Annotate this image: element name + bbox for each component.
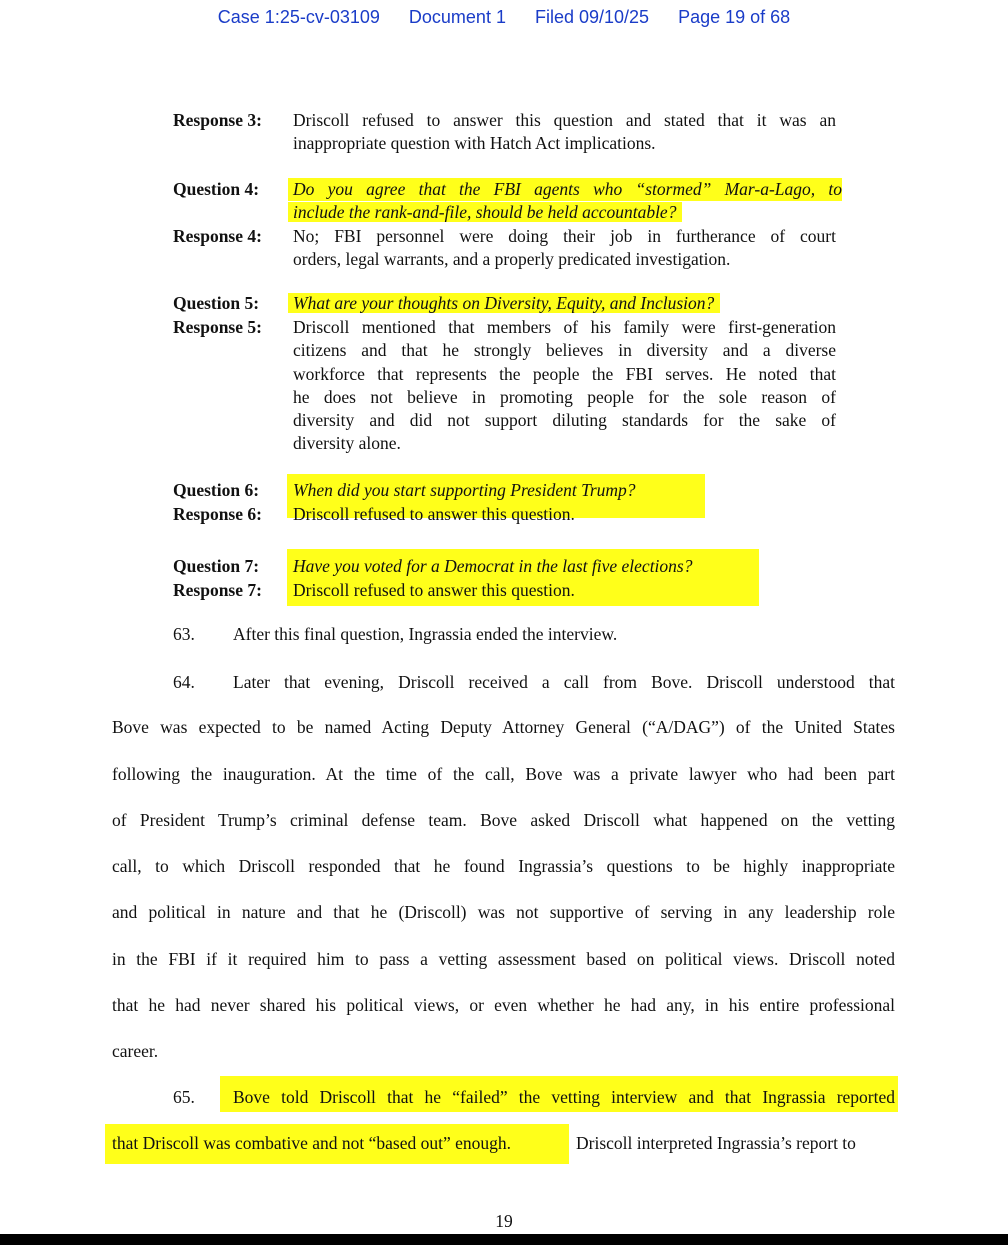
qa-line: diversity alone. (293, 433, 401, 454)
qa-label: Question 4: (173, 179, 260, 199)
qa-line: he does not believe in promoting people for the sole reason of (293, 386, 836, 407)
highlighted-text: What are your thoughts on Diversity, Equity, and Inclusion? (288, 293, 720, 313)
qa-label: Question 5: (173, 293, 260, 313)
case-number: Case 1:25-cv-03109 (217, 7, 380, 27)
qa-label: Question 6: (173, 480, 260, 500)
paragraph-65-first-line: Bove told Driscoll that he “failed” the vetting interview and that Ingrassia reported (233, 1087, 895, 1107)
qa-line: diversity and did not support diluting standards for the sake of (293, 410, 836, 431)
qa-text (293, 316, 836, 456)
paragraph-64-line: call, to which Driscoll responded that he found Ingrassia’s questions to be highly inappropriate (112, 856, 895, 876)
paragraph-64-line: Bove was expected to be named Acting Deputy Attorney General (“A/DAG”) of the United States (112, 717, 895, 737)
qa-line: inappropriate question with Hatch Act implications. (293, 133, 656, 154)
paragraph-64-line: in the FBI if it required him to pass a vetting assessment based on political views. Driscoll noted (112, 949, 895, 969)
qa-line: citizens and that he strongly believes in diversity and a diverse (293, 340, 836, 361)
qa-text: When did you start supporting President Trump? (293, 480, 636, 500)
highlighted-text: Do you agree that the FBI agents who “stormed” Mar-a-Lago, to (288, 178, 842, 201)
page-number: 19 (495, 1211, 513, 1231)
qa-text (293, 178, 842, 225)
paragraph-64-line: career. (112, 1041, 159, 1061)
paragraph-65-highlighted: that Driscoll was combative and not “based out” enough. (112, 1133, 511, 1153)
paragraph-63-text: After this final question, Ingrassia ended the interview. (233, 624, 618, 644)
paragraph-64-first-line: Later that evening, Driscoll received a call from Bove. Driscoll understood that (233, 672, 895, 692)
qa-line: orders, legal warrants, and a properly predicated investigation. (293, 249, 731, 270)
qa-label: Response 3: (173, 110, 262, 130)
filed-date: Filed 09/10/25 (534, 7, 650, 27)
case-header (0, 7, 1008, 28)
qa-label: Response 4: (173, 226, 262, 246)
paragraph-number: 65. (173, 1087, 195, 1107)
page-of: Page 19 of 68 (678, 7, 791, 27)
qa-line: Driscoll refused to answer this question and stated that it was an (293, 110, 836, 130)
paragraph-64-line: of President Trump’s criminal defense team. Bove asked Driscoll what happened on the vetting (112, 810, 895, 830)
paragraph-number: 63. (173, 624, 195, 644)
qa-label: Response 6: (173, 504, 262, 524)
bottom-bar (0, 1234, 1008, 1245)
qa-text: Driscoll refused to answer this question. (293, 504, 575, 524)
paragraph-number: 64. (173, 672, 195, 692)
qa-label: Question 7: (173, 556, 260, 576)
highlighted-text: include the rank-and-file, should be held accountable? (288, 202, 682, 222)
qa-line (293, 178, 842, 201)
paragraph-64-line: following the inauguration. At the time of the call, Bove was a private lawyer who had been part (112, 764, 895, 784)
document-number: Document 1 (408, 7, 506, 27)
qa-text (293, 225, 836, 272)
qa-line: No; FBI personnel were doing their job in furtherance of court (293, 226, 836, 246)
qa-line (293, 201, 836, 224)
qa-label: Response 5: (173, 317, 262, 337)
paragraph-64-line: that he had never shared his political views, or even whether he had any, in his entire professional (112, 995, 895, 1015)
qa-text: Have you voted for a Democrat in the last five elections? (293, 556, 693, 576)
qa-line: Driscoll mentioned that members of his family were first-generation (293, 317, 836, 337)
qa-text: Driscoll refused to answer this question. (293, 580, 575, 600)
qa-label: Response 7: (173, 580, 262, 600)
paragraph-64-line: and political in nature and that he (Driscoll) was not supportive of serving in any leadership role (112, 902, 895, 922)
paragraph-65-continuation: Driscoll interpreted Ingrassia’s report to (576, 1133, 856, 1153)
qa-text (293, 109, 836, 156)
qa-line: workforce that represents the people the FBI serves. He noted that (293, 363, 836, 384)
qa-text (293, 292, 836, 315)
